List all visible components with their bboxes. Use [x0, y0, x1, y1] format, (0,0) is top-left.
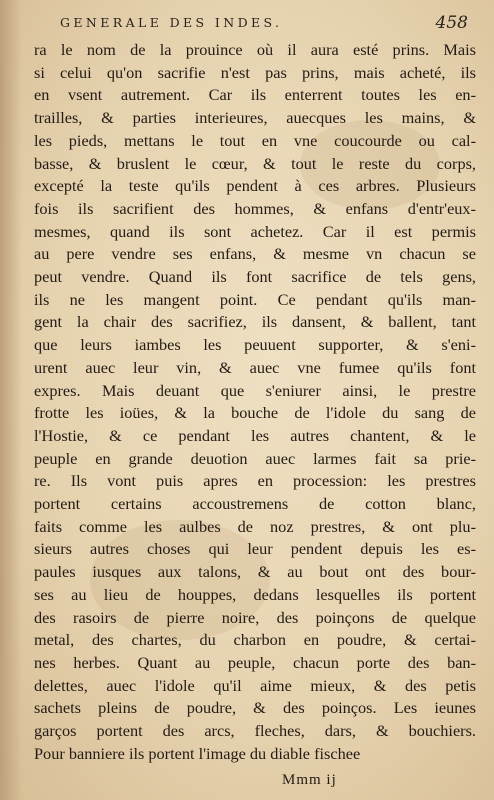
text-line: des rasoirs de pierre noire, des poinçons de quelque: [34, 607, 476, 627]
page-header: [60, 13, 468, 35]
text-line: portent certains accoustremens de cotton blanc,: [34, 494, 476, 514]
text-line: peuple en grande deuotion auec larmes fait sa prie-: [34, 448, 476, 468]
text-line: faits comme les aulbes de noz prestres, & ont plu-: [34, 516, 476, 536]
text-line: que leurs iambes les peuuent supporter, & s'eni-: [34, 335, 476, 355]
text-line: Pour banniere ils portent l'image du diable fischee: [34, 743, 361, 763]
text-line: ra le nom de la prouince où il aura esté prins. Mais: [34, 40, 476, 59]
text-line: excepté la teste qu'ils pendent à ces arbres. Plusieurs: [34, 176, 476, 196]
body-text: [34, 39, 476, 766]
text-line: gent la chair des sacrifiez, ils dansent, & ballent, tant: [34, 312, 476, 332]
text-line: au pere vendre ses enfans, & mesme vn chacun se: [34, 244, 476, 264]
text-line: l'Hostie, & ce pendant les autres chantent, & le: [34, 425, 476, 445]
signature-mark: Mmm ij: [282, 772, 337, 788]
text-line: ils ne les mangent point. Ce pendant qu'ils man-: [34, 289, 476, 309]
page-gutter-shadow: [0, 0, 22, 800]
text-line: ses au lieu de houppes, dedans lesquelles ils portent: [34, 584, 476, 604]
text-line: peut vendre. Quand ils font sacrifice de tels gens,: [34, 267, 476, 287]
text-line: paules iusques aux talons, & au bout ont des bour-: [34, 562, 476, 582]
page-number: 458: [435, 13, 468, 33]
text-line: fois ils sacrifient des hommes, & enfans d'entr'eux-: [34, 198, 476, 218]
text-line: delettes, auec l'idole qu'il aime mieux, & des petis: [34, 675, 476, 695]
text-line: en vsent autrement. Car ils enterrent toutes les en-: [34, 85, 476, 105]
text-line: nes herbes. Quant au peuple, chacun porte des ban-: [34, 652, 476, 672]
text-line: si celui qu'on sacrifie n'est pas prins, mais acheté, ils: [34, 62, 476, 82]
text-line: basse, & bruslent le cœur, & tout le reste du corps,: [34, 153, 476, 173]
text-line: re. Ils vont puis apres en procession: les prestres: [34, 471, 476, 491]
text-line: trailles, & parties interieures, auecques les mains, &: [34, 108, 476, 128]
text-line: sachets pleins de poudre, & des poinços. Les ieunes: [34, 698, 476, 718]
text-line: metal, des chartes, du charbon en poudre, & certai-: [34, 630, 476, 650]
text-line: frotte les ioües, & la bouche de l'idole du sang de: [34, 403, 476, 423]
text-line: garços portent des arcs, fleches, dars, & bouchiers.: [34, 721, 476, 741]
running-head: GENERALE DES INDES.: [60, 15, 283, 30]
text-line: urent auec leur vin, & auec vne fumee qu'ils font: [34, 357, 476, 377]
text-line: sieurs autres choses qui leur pendent depuis les es-: [34, 539, 476, 559]
text-line: expres. Mais deuant que s'eniurer ainsi, le prestre: [34, 380, 476, 400]
text-line: les pieds, mettans le tout en vne coucourde ou cal-: [34, 130, 476, 150]
text-line: mesmes, quand ils sont achetez. Car il est permis: [34, 221, 476, 241]
